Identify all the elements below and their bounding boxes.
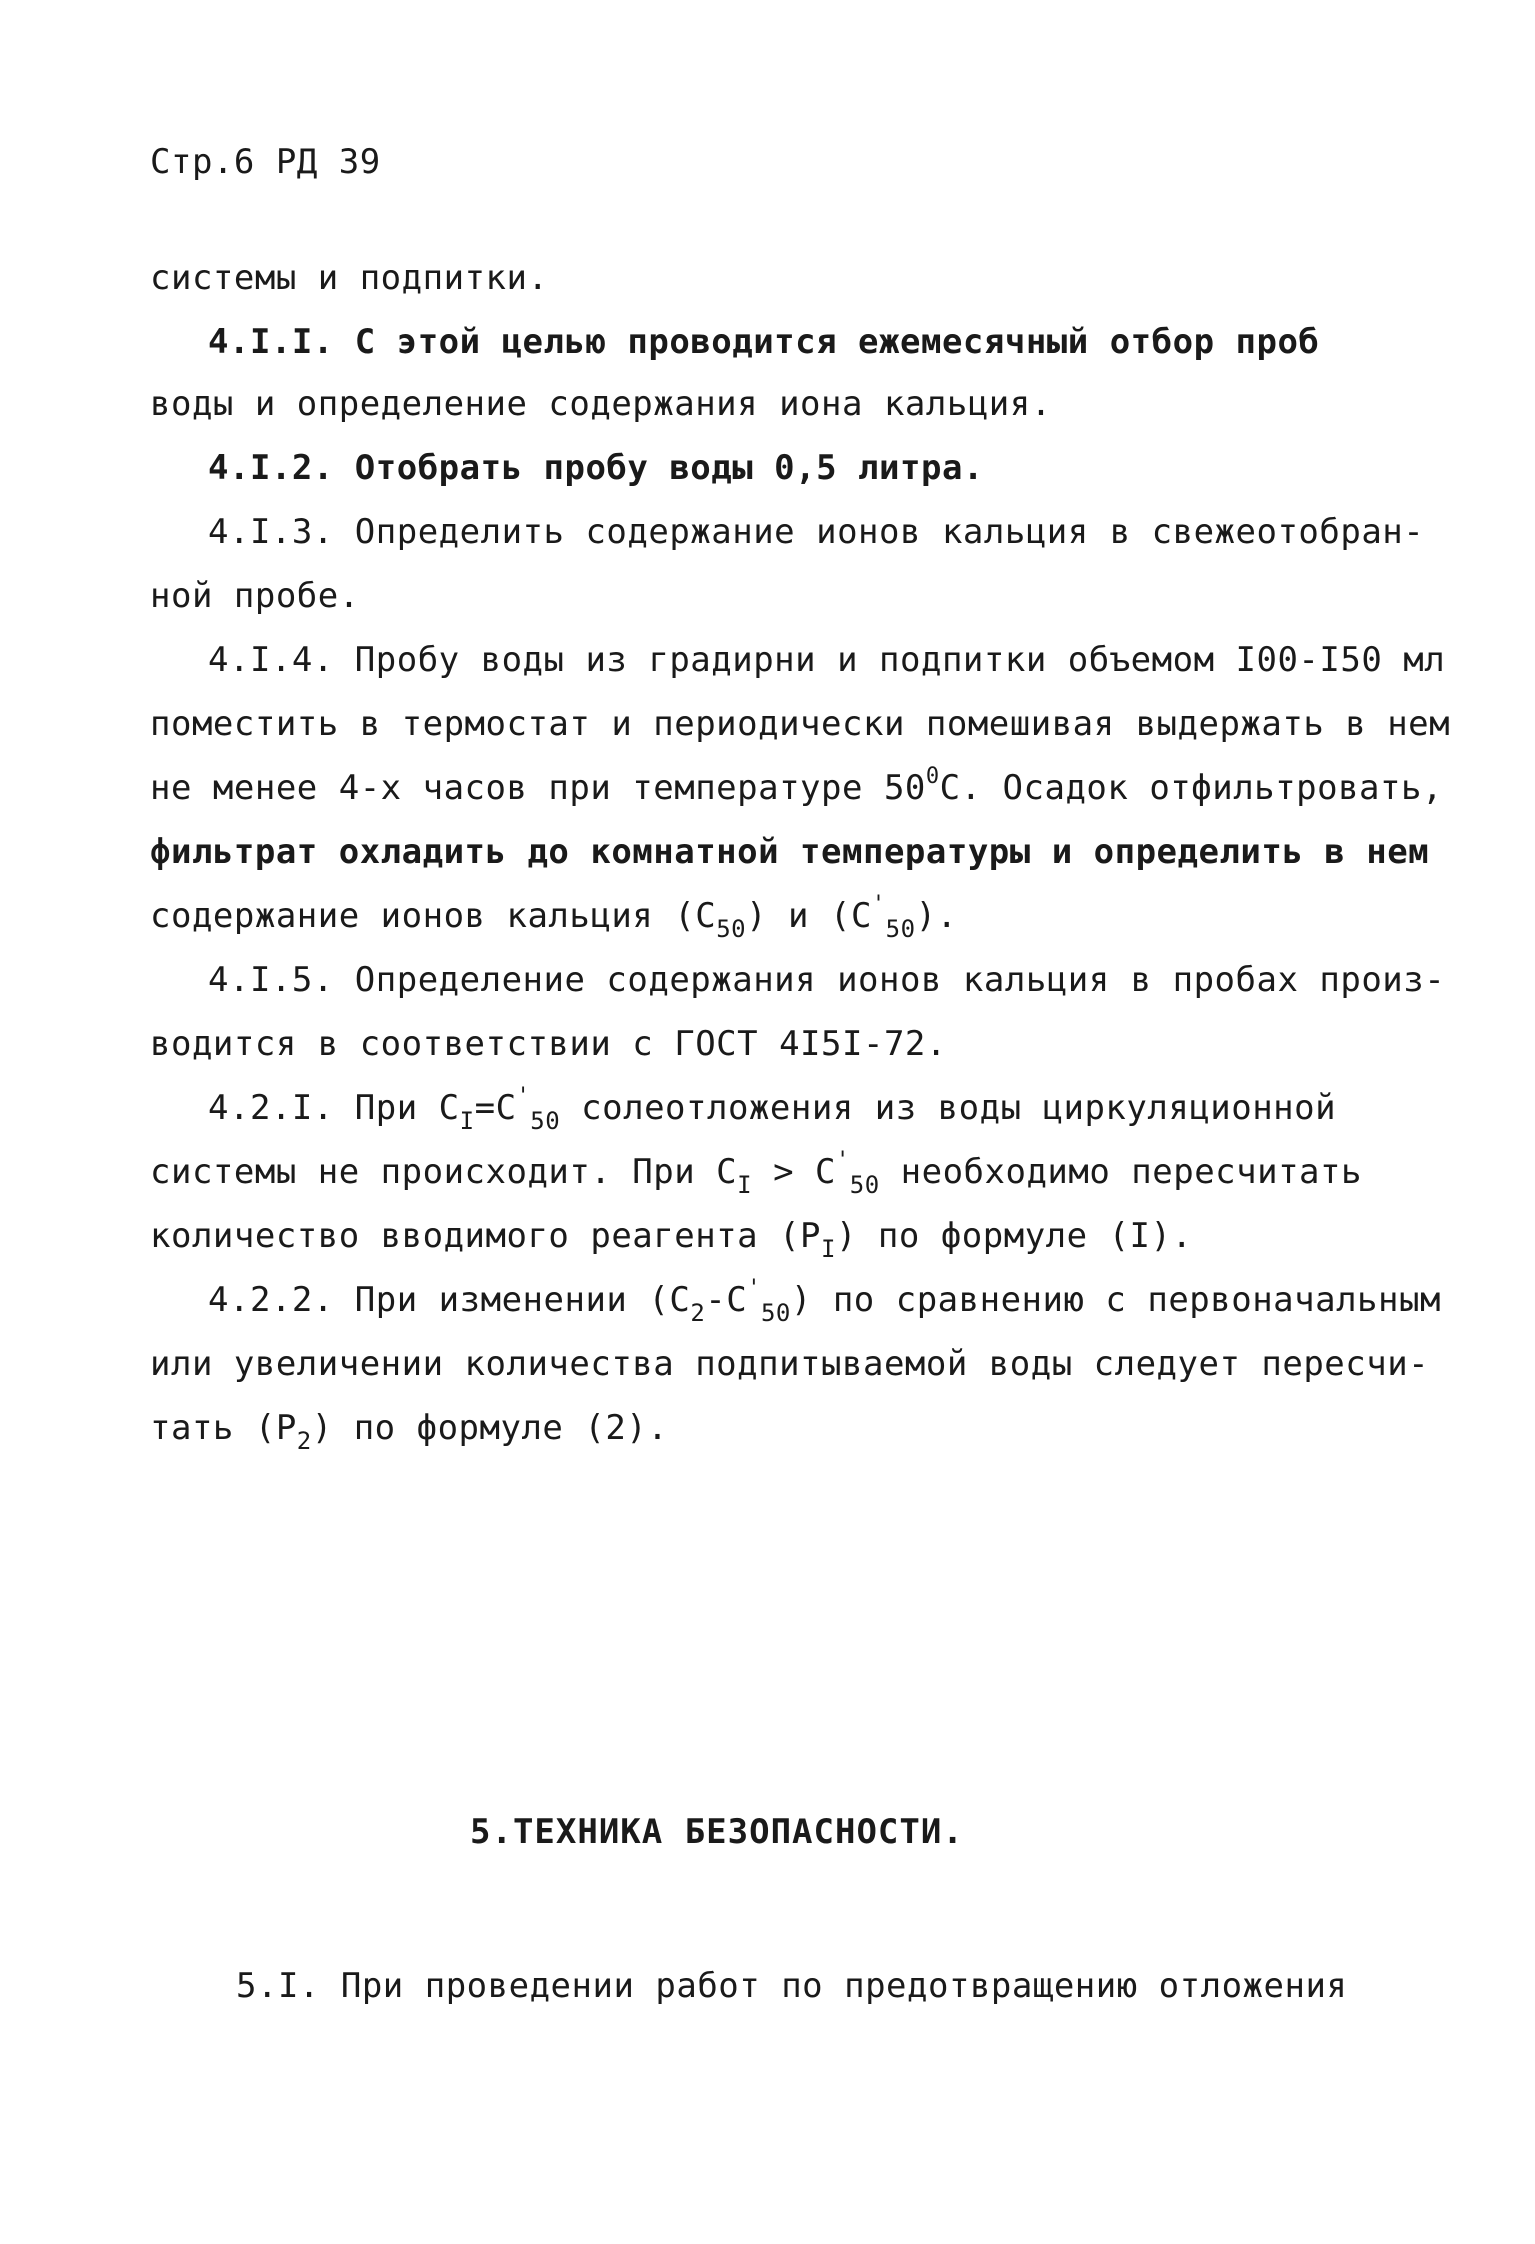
paragraph-4-1-4-line-1: 4.I.4. Пробу воды из градирни и подпитки объемом I00-I50 мл [208, 640, 1446, 680]
paragraph-4-1-5-line-2: водится в соответствии с ГОСТ 4I5I-72. [150, 1024, 947, 1064]
subscript: 2 [690, 1299, 706, 1327]
subscript: 2 [296, 1427, 312, 1455]
paragraph-4-1-4-line-2: поместить в термостат и периодически помешивая выдержать в нем [150, 704, 1451, 744]
text-segment: ) по формуле (I). [835, 1216, 1193, 1256]
subscript: I [737, 1171, 753, 1199]
page-header: Стр.6 РД 39 [150, 142, 381, 182]
text-segment: 4.2.2. При изменении (С [208, 1280, 691, 1320]
text-segment: С. Осадок отфильтровать, [939, 768, 1443, 808]
superscript: ' [836, 1148, 850, 1173]
paragraph-4-2-1-line-1 [208, 1084, 1337, 1135]
paragraph-4-2-1-line-3 [150, 1216, 1193, 1263]
subscript: 50 [885, 915, 916, 943]
text-segment: ). [915, 896, 958, 936]
subscript: I [821, 1235, 836, 1263]
paragraph-4-1-4-line-3 [150, 764, 1443, 808]
subscript: 50 [530, 1107, 561, 1135]
text-line: системы и подпитки. [150, 258, 549, 298]
subscript: I [459, 1107, 475, 1135]
text-segment: 4.2.I. При С [208, 1088, 460, 1128]
text-segment: ) по сравнению с первоначальным [790, 1280, 1441, 1320]
text-segment: не менее 4-х часов при температуре 50 [150, 768, 926, 808]
paragraph-4-2-2-line-1 [208, 1276, 1441, 1327]
subscript: 50 [849, 1171, 880, 1199]
text-segment: тать (Р [150, 1408, 297, 1448]
text-segment: > С [752, 1152, 836, 1192]
section-5-heading: 5.ТЕХНИКА БЕЗОПАСНОСТИ. [470, 1812, 964, 1852]
text-segment: ) и (С [746, 896, 872, 936]
text-segment: -С [705, 1280, 748, 1320]
text-segment: солеотложения из воды циркуляционной [560, 1088, 1337, 1128]
paragraph-4-1-5-line-1: 4.I.5. Определение содержания ионов кальция в пробах произ- [208, 960, 1446, 1000]
superscript: 0 [925, 764, 940, 789]
text-segment: ) по формуле (2). [311, 1408, 669, 1448]
subscript: 50 [716, 915, 747, 943]
paragraph-4-1-2: 4.I.2. Отобрать пробу воды 0,5 литра. [208, 448, 984, 488]
paragraph-4-2-1-line-2 [150, 1148, 1362, 1199]
text-segment: содержание ионов кальция (С [150, 896, 717, 936]
paragraph-4-1-4-line-4: фильтрат охладить до комнатной температуры и определить в нем [150, 832, 1430, 872]
paragraph-4-1-3-line-1: 4.I.3. Определить содержание ионов кальция в свежеотобран- [208, 512, 1425, 552]
paragraph-4-1-1-line-1: 4.I.I. С этой целью проводится ежемесячный отбор проб [208, 322, 1320, 362]
superscript: ' [871, 892, 886, 917]
superscript: ' [516, 1084, 531, 1109]
text-segment: системы не происходит. При С [150, 1152, 738, 1192]
paragraph-5-1-line-1: 5.I. При проведении работ по предотвращению отложения [236, 1966, 1348, 2006]
paragraph-4-1-1-line-2: воды и определение содержания иона кальция. [150, 384, 1052, 424]
paragraph-4-1-3-line-2: ной пробе. [150, 576, 360, 616]
superscript: ' [747, 1276, 761, 1301]
paragraph-4-2-2-line-2: или увеличении количества подпитываемой воды следует пересчи- [150, 1344, 1430, 1384]
subscript: 50 [760, 1299, 791, 1327]
paragraph-4-2-2-line-3 [150, 1408, 669, 1455]
text-segment: необходимо пересчитать [879, 1152, 1362, 1192]
text-segment: количество вводимого реагента (Р [150, 1216, 822, 1256]
text-segment: =С [474, 1088, 517, 1128]
paragraph-4-1-4-line-5 [150, 892, 958, 943]
